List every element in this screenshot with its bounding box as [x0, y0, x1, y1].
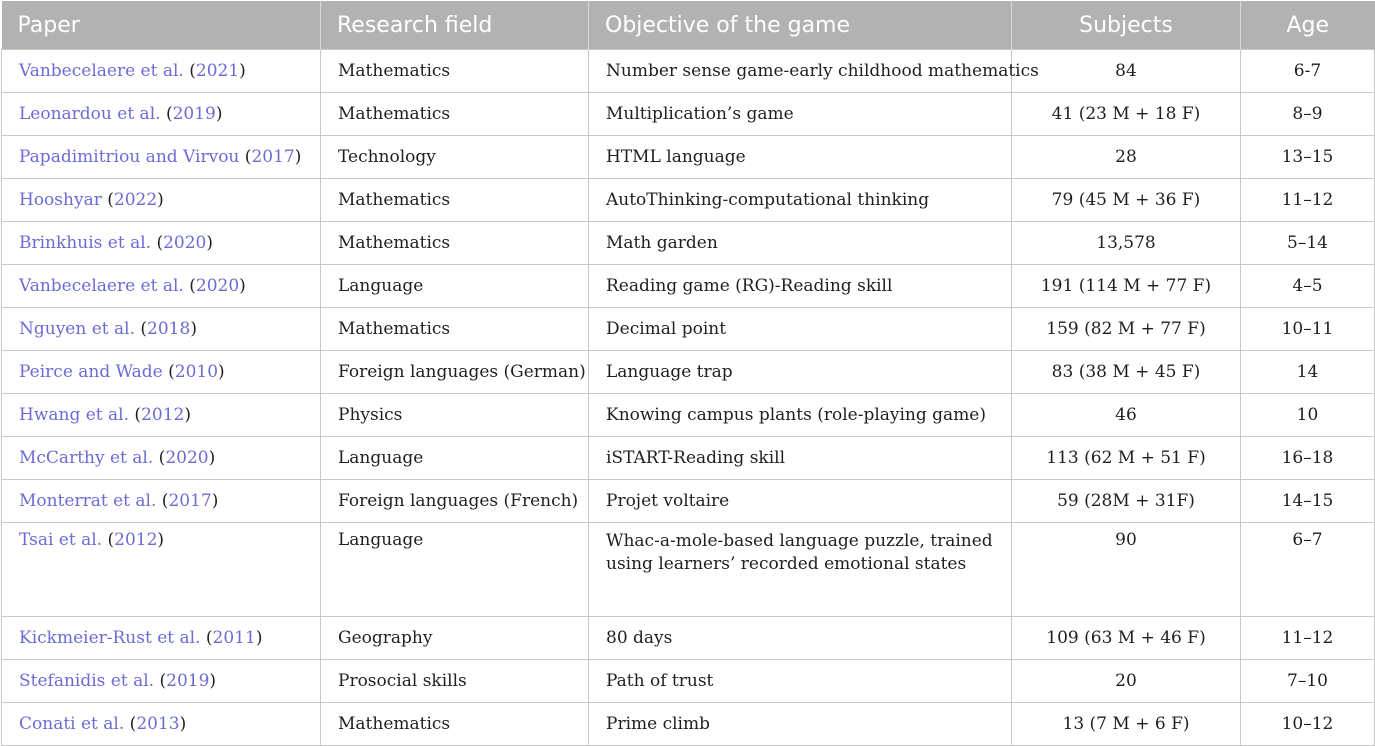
table-row [2, 703, 1375, 746]
objective-cell: iSTART-Reading skill [589, 437, 1012, 480]
author-link[interactable]: Papadimitriou and Virvou [19, 147, 240, 167]
paper-cell: Conati et al. (2013) [2, 703, 321, 746]
year-link[interactable]: 2018 [147, 319, 191, 339]
subjects-cell: 20 [1012, 660, 1241, 703]
field-cell: Mathematics [321, 222, 589, 265]
author-link[interactable]: Hooshyar [19, 190, 102, 210]
age-cell: 11–12 [1241, 179, 1375, 222]
subjects-cell: 59 (28M + 31F) [1012, 480, 1241, 523]
year-link[interactable]: 2020 [163, 233, 207, 253]
author-link[interactable]: Brinkhuis et al. [19, 233, 152, 253]
paper-cell: Brinkhuis et al. (2020) [2, 222, 321, 265]
field-cell: Mathematics [321, 703, 589, 746]
author-link[interactable]: Conati et al. [19, 714, 125, 734]
subjects-cell: 28 [1012, 136, 1241, 179]
objective-cell: Multiplication’s game [589, 93, 1012, 136]
year-link[interactable]: 2012 [141, 405, 185, 425]
paper-cell: Papadimitriou and Virvou (2017) [2, 136, 321, 179]
field-cell: Physics [321, 394, 589, 437]
objective-cell: HTML language [589, 136, 1012, 179]
header-age: Age [1241, 1, 1375, 50]
table-header [2, 1, 1375, 50]
age-cell: 11–12 [1241, 617, 1375, 660]
subjects-cell: 90 [1012, 523, 1241, 617]
author-link[interactable]: Vanbecelaere et al. [19, 276, 184, 296]
year-link[interactable]: 2019 [166, 671, 210, 691]
age-cell: 8–9 [1241, 93, 1375, 136]
field-cell: Language [321, 523, 589, 617]
games-table [1, 1, 1375, 746]
year-link[interactable]: 2011 [212, 628, 256, 648]
table-row [2, 222, 1375, 265]
field-cell: Technology [321, 136, 589, 179]
header-row [2, 1, 1375, 50]
subjects-cell: 13 (7 M + 6 F) [1012, 703, 1241, 746]
subjects-cell: 109 (63 M + 46 F) [1012, 617, 1241, 660]
author-link[interactable]: Hwang et al. [19, 405, 130, 425]
year-link[interactable]: 2020 [195, 276, 240, 296]
year-link[interactable]: 2012 [114, 530, 158, 550]
age-cell: 10 [1241, 394, 1375, 437]
age-cell: 5–14 [1241, 222, 1375, 265]
field-cell: Mathematics [321, 308, 589, 351]
subjects-cell: 191 (114 M + 77 F) [1012, 265, 1241, 308]
subjects-cell: 41 (23 M + 18 F) [1012, 93, 1241, 136]
year-link[interactable]: 2010 [174, 362, 219, 382]
table-row [2, 394, 1375, 437]
table-row [2, 93, 1375, 136]
field-cell: Mathematics [321, 93, 589, 136]
paper-cell: Hooshyar (2022) [2, 179, 321, 222]
age-cell: 14–15 [1241, 480, 1375, 523]
year-link[interactable]: 2022 [113, 190, 158, 210]
paper-cell: Leonardou et al. (2019) [2, 93, 321, 136]
header-objective: Objective of the game [589, 1, 1012, 50]
objective-cell: Reading game (RG)-Reading skill [589, 265, 1012, 308]
year-link[interactable]: 2017 [168, 491, 212, 511]
subjects-cell: 84 [1012, 50, 1241, 93]
field-cell: Language [321, 437, 589, 480]
table-row [2, 308, 1375, 351]
year-link[interactable]: 2020 [165, 448, 209, 468]
year-link[interactable]: 2013 [136, 714, 180, 734]
paper-cell: Kickmeier-Rust et al. (2011) [2, 617, 321, 660]
paper-cell: Nguyen et al. (2018) [2, 308, 321, 351]
paper-cell: Stefanidis et al. (2019) [2, 660, 321, 703]
author-link[interactable]: Tsai et al. [19, 530, 103, 550]
objective-cell: Projet voltaire [589, 480, 1012, 523]
age-cell: 4–5 [1241, 265, 1375, 308]
table-row [2, 523, 1375, 617]
author-link[interactable]: Stefanidis et al. [19, 671, 155, 691]
field-cell: Language [321, 265, 589, 308]
subjects-cell: 113 (62 M + 51 F) [1012, 437, 1241, 480]
paper-cell: Monterrat et al. (2017) [2, 480, 321, 523]
year-link[interactable]: 2019 [172, 104, 216, 124]
table-row [2, 351, 1375, 394]
author-link[interactable]: Peirce and Wade [19, 362, 163, 382]
table-row [2, 660, 1375, 703]
age-cell: 10–12 [1241, 703, 1375, 746]
field-cell: Foreign languages (German) [321, 351, 589, 394]
objective-cell: Whac-a-mole-based language puzzle, trained using learners’ recorded emotional states [589, 523, 1012, 617]
table-row [2, 179, 1375, 222]
field-cell: Foreign languages (French) [321, 480, 589, 523]
age-cell: 14 [1241, 351, 1375, 394]
subjects-cell: 83 (38 M + 45 F) [1012, 351, 1241, 394]
age-cell: 6–7 [1241, 523, 1375, 617]
paper-cell: Peirce and Wade (2010) [2, 351, 321, 394]
paper-cell: Tsai et al. (2012) [2, 523, 321, 617]
paper-cell: Hwang et al. (2012) [2, 394, 321, 437]
author-link[interactable]: Nguyen et al. [19, 319, 135, 339]
age-cell: 16–18 [1241, 437, 1375, 480]
table-row [2, 617, 1375, 660]
objective-cell: Math garden [589, 222, 1012, 265]
header-paper: Paper [2, 1, 321, 50]
table-row [2, 437, 1375, 480]
year-link[interactable]: 2021 [195, 61, 240, 81]
objective-cell: Prime climb [589, 703, 1012, 746]
author-link[interactable]: Leonardou et al. [19, 104, 161, 124]
table-row [2, 480, 1375, 523]
subjects-cell: 159 (82 M + 77 F) [1012, 308, 1241, 351]
field-cell: Geography [321, 617, 589, 660]
author-link[interactable]: McCarthy et al. [19, 448, 154, 468]
subjects-cell: 46 [1012, 394, 1241, 437]
field-cell: Mathematics [321, 179, 589, 222]
age-cell: 7–10 [1241, 660, 1375, 703]
header-subjects: Subjects [1012, 1, 1241, 50]
objective-cell: Number sense game-early childhood mathematics [589, 50, 1012, 93]
subjects-cell: 13,578 [1012, 222, 1241, 265]
header-research-field: Research field [321, 1, 589, 50]
table-body [2, 50, 1375, 746]
paper-cell: Vanbecelaere et al. (2021) [2, 50, 321, 93]
objective-cell: 80 days [589, 617, 1012, 660]
author-link[interactable]: Kickmeier-Rust et al. [19, 628, 201, 648]
table-row [2, 265, 1375, 308]
objective-cell: AutoThinking-computational thinking [589, 179, 1012, 222]
paper-cell: Vanbecelaere et al. (2020) [2, 265, 321, 308]
objective-cell: Knowing campus plants (role-playing game) [589, 394, 1012, 437]
objective-cell: Language trap [589, 351, 1012, 394]
objective-cell: Path of trust [589, 660, 1012, 703]
field-cell: Prosocial skills [321, 660, 589, 703]
table-row [2, 136, 1375, 179]
table-row [2, 50, 1375, 93]
age-cell: 10–11 [1241, 308, 1375, 351]
objective-cell: Decimal point [589, 308, 1012, 351]
age-cell: 13–15 [1241, 136, 1375, 179]
author-link[interactable]: Vanbecelaere et al. [19, 61, 184, 81]
age-cell: 6-7 [1241, 50, 1375, 93]
field-cell: Mathematics [321, 50, 589, 93]
subjects-cell: 79 (45 M + 36 F) [1012, 179, 1241, 222]
paper-cell: McCarthy et al. (2020) [2, 437, 321, 480]
year-link[interactable]: 2017 [251, 147, 295, 167]
author-link[interactable]: Monterrat et al. [19, 491, 157, 511]
